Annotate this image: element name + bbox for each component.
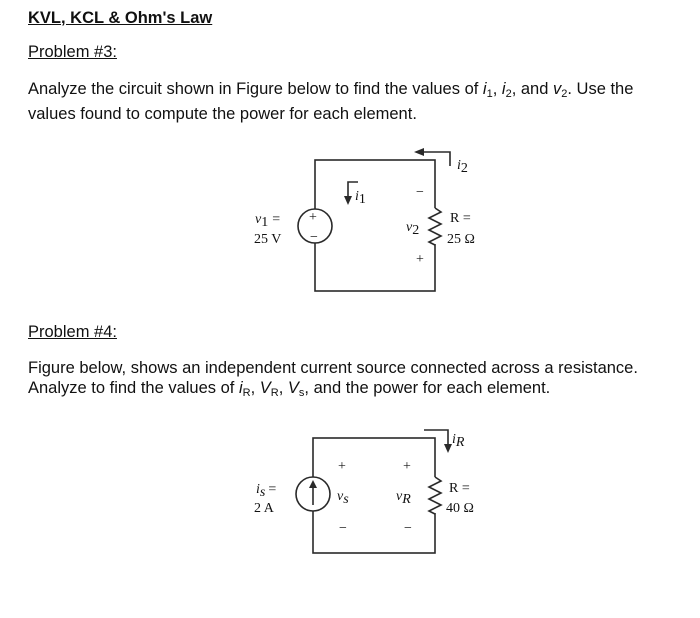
var-v2: v: [552, 80, 562, 98]
source-label-v1: v1 =: [255, 212, 281, 230]
problem-3-title: Problem #3:: [28, 43, 117, 61]
var-vs-sub: s: [298, 387, 305, 399]
current-i2-arrowhead: [414, 148, 424, 156]
current-iR-arrowhead: [444, 444, 452, 453]
vR-minus-sign: −: [404, 521, 412, 536]
vR-plus-sign: +: [403, 459, 411, 474]
var-v2-sub: 2: [561, 88, 568, 100]
source-value-2a: 2 A: [254, 501, 274, 516]
var-vR-sub: R: [270, 387, 279, 399]
resistor-value-2: 40 Ω: [446, 501, 474, 516]
v2-plus-sign: +: [416, 252, 424, 267]
problem-3-text-end: . Use the: [567, 80, 634, 98]
separator: , and: [511, 80, 553, 98]
current-iR-label: iR: [452, 432, 465, 450]
problem-4-title: Problem #4:: [28, 323, 117, 341]
separator: ,: [278, 379, 288, 397]
source-plus-sign: +: [309, 210, 317, 225]
var-i1-sub: 1: [486, 88, 493, 100]
current-i1-arrowhead: [344, 196, 352, 205]
separator: ,: [250, 379, 260, 397]
problem-4-text-end: , and the power for each element.: [304, 379, 551, 397]
separator: ,: [492, 80, 502, 98]
var-i2-sub: 2: [505, 88, 512, 100]
source-label-is: is =: [256, 482, 277, 500]
vs-label: vs: [337, 489, 349, 507]
problem-4-line-1: Figure below, shows an independent current source connected across a resistance.: [28, 359, 638, 377]
problem-3-text: Analyze the circuit shown in Figure below to find the values of: [28, 80, 483, 98]
resistor-label: R =: [450, 211, 471, 226]
circuit-2-loop: [313, 438, 435, 553]
v2-label: v2: [406, 220, 420, 238]
var-vs: V: [287, 379, 299, 397]
current-i2-label: i2: [457, 158, 468, 176]
source-value: 25 V: [254, 232, 282, 247]
resistor-label-2: R =: [449, 481, 470, 496]
problem-4-text: Analyze to find the values of: [28, 379, 239, 397]
vs-minus-sign: −: [339, 521, 347, 536]
problem-3-line-2: values found to compute the power for each element.: [28, 105, 417, 123]
resistor-value: 25 Ω: [447, 232, 475, 247]
vs-plus-sign: +: [338, 459, 346, 474]
current-iR-arrow: [424, 430, 448, 448]
var-iR-sub: R: [242, 387, 251, 399]
var-vR: V: [259, 379, 271, 397]
source-minus-sign: −: [310, 230, 318, 245]
document-heading: KVL, KCL & Ohm's Law: [28, 9, 213, 27]
var-i2: i: [501, 80, 506, 98]
var-iR: i: [238, 379, 243, 397]
var-i1: i: [482, 80, 487, 98]
v2-minus-sign: −: [416, 185, 424, 200]
vR-label: vR: [396, 489, 411, 507]
current-i1-label: i1: [355, 189, 366, 207]
